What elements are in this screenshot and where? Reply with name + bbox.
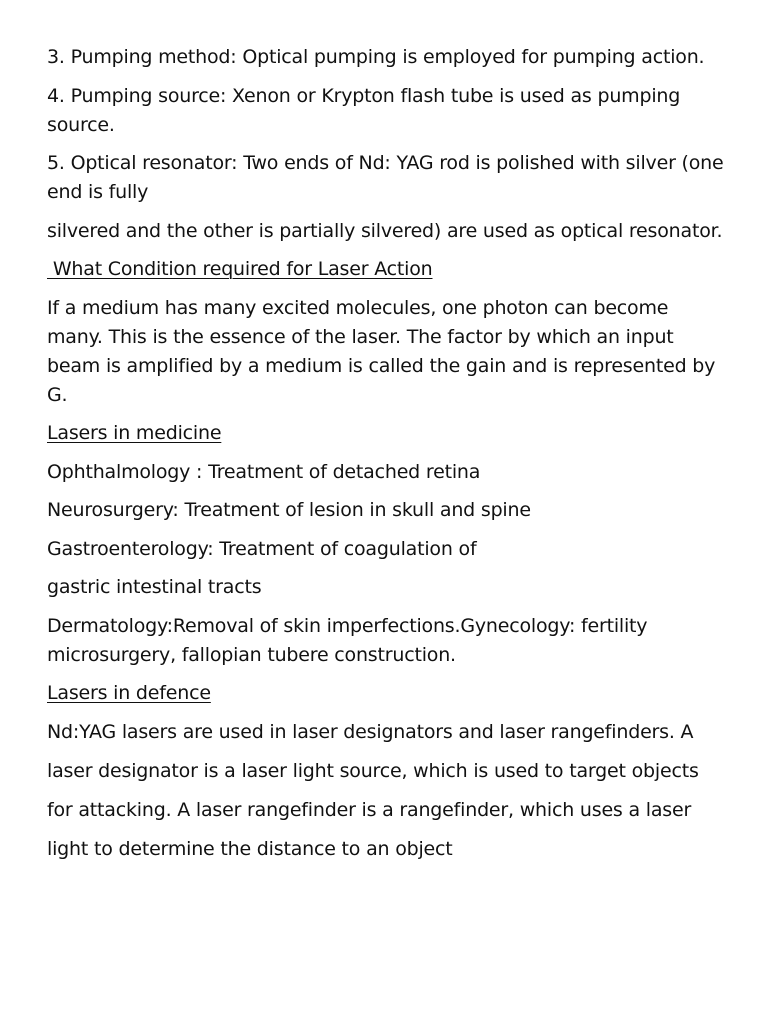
neurosurgery-paragraph: Neurosurgery: Treatment of lesion in skull and spine bbox=[47, 499, 531, 521]
optical-resonator-paragraph: 5. Optical resonator: Two ends of Nd: YAG rod is polished with silver (one end is fully bbox=[47, 152, 724, 203]
document-page bbox=[47, 43, 727, 878]
ophthalmology-paragraph: Ophthalmology : Treatment of detached retina bbox=[47, 460, 481, 483]
lasers-in-medicine-heading: Lasers in medicine bbox=[47, 422, 222, 444]
gastroenterology-paragraph: Gastroenterology: Treatment of coagulation of bbox=[47, 537, 477, 560]
lasers-in-defence-heading: Lasers in defence bbox=[47, 682, 211, 704]
laser-action-condition-heading: What Condition required for Laser Action bbox=[47, 258, 433, 280]
pumping-method-paragraph: 3. Pumping method: Optical pumping is employed for pumping action. bbox=[47, 46, 705, 68]
dermatology-paragraph: Dermatology:Removal of skin imperfections.Gynecology: fertility microsurgery, fallopian tubere construction. bbox=[47, 614, 648, 666]
optical-resonator-continuation-paragraph: silvered and the other is partially silvered) are used as optical resonator. bbox=[47, 219, 723, 242]
gain-paragraph: If a medium has many excited molecules, one photon can become many. This is the essence of the laser. The factor by which an input beam is amplified by a medium is called the gain and is represented by G. bbox=[47, 296, 716, 406]
pumping-source-paragraph: 4. Pumping source: Xenon or Krypton flash tube is used as pumping source. bbox=[47, 84, 681, 136]
defence-paragraph: Nd:YAG lasers are used in laser designators and laser rangefinders. A laser designator is a laser light source, which is used to target objects for attacking. A laser rangefinder is a rangefinder, which uses a laser light to determine the distance to an object bbox=[47, 720, 699, 860]
gastric-tracts-paragraph: gastric intestinal tracts bbox=[47, 576, 262, 598]
